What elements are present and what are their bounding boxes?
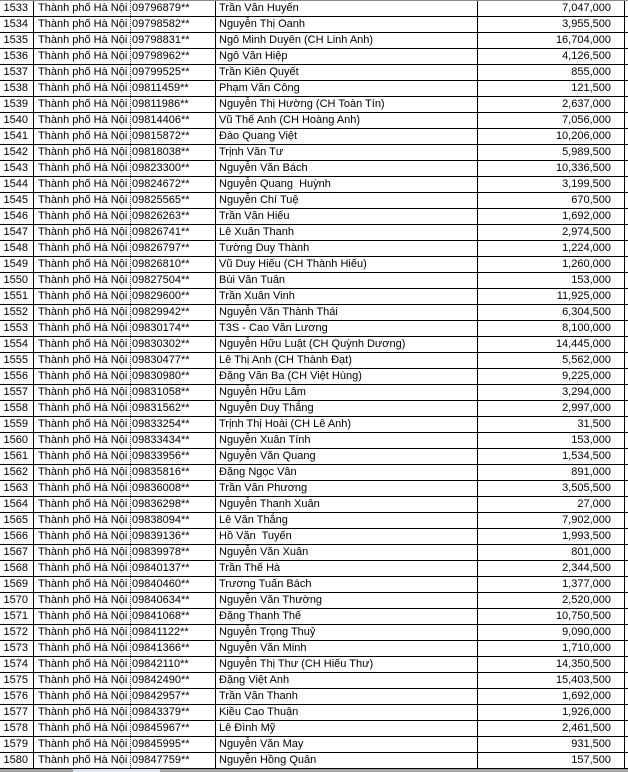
row-number-cell[interactable]: 1573: [0, 641, 34, 656]
table-row: [0, 193, 628, 209]
phone-cell[interactable]: 09831562**: [131, 401, 216, 416]
name-cell[interactable]: Trương Tuấn Bách: [216, 577, 478, 592]
table-row: [0, 369, 628, 385]
province-cell[interactable]: Thành phố Hà Nội: [34, 673, 131, 688]
phone-cell[interactable]: 09842110**: [131, 657, 216, 672]
table-row: [0, 113, 628, 129]
row-number-cell[interactable]: 1537: [0, 65, 34, 80]
phone-cell[interactable]: 09833434**: [131, 433, 216, 448]
row-number-cell[interactable]: 1557: [0, 385, 34, 400]
table-row: [0, 625, 628, 641]
amount-cell[interactable]: 10,750,500: [478, 609, 625, 624]
amount-cell[interactable]: 2,997,000: [478, 401, 625, 416]
phone-cell[interactable]: 09842490**: [131, 673, 216, 688]
amount-cell[interactable]: 157,500: [478, 753, 625, 768]
phone-cell[interactable]: 09840634**: [131, 593, 216, 608]
name-cell[interactable]: Nguyễn Hồng Quân: [216, 753, 478, 768]
phone-cell[interactable]: 09843379**: [131, 705, 216, 720]
amount-cell[interactable]: 2,520,000: [478, 593, 625, 608]
row-number-cell[interactable]: 1569: [0, 577, 34, 592]
name-cell[interactable]: T3S - Cao Văn Lương: [216, 321, 478, 336]
province-cell[interactable]: Thành phố Hà Nội: [34, 97, 131, 112]
row-number-cell[interactable]: 1561: [0, 449, 34, 464]
table-row: [0, 337, 628, 353]
amount-cell[interactable]: 7,047,000: [478, 1, 625, 16]
row-number-cell[interactable]: 1562: [0, 465, 34, 480]
name-cell[interactable]: Nguyễn Hữu Lâm: [216, 385, 478, 400]
row-number-cell[interactable]: 1574: [0, 657, 34, 672]
table-row: [0, 97, 628, 113]
province-cell[interactable]: Thành phố Hà Nội: [34, 577, 131, 592]
name-cell[interactable]: Nguyễn Trọng Thuỷ: [216, 625, 478, 640]
phone-cell[interactable]: 09835816**: [131, 465, 216, 480]
row-number-cell[interactable]: 1560: [0, 433, 34, 448]
table-row: [0, 305, 628, 321]
name-cell[interactable]: Đặng Văn Ba (CH Việt Hùng): [216, 369, 478, 384]
table-row: [0, 401, 628, 417]
amount-cell[interactable]: 1,692,000: [478, 689, 625, 704]
table-row: [0, 545, 628, 561]
phone-cell[interactable]: 09833956**: [131, 449, 216, 464]
name-cell[interactable]: Trần Văn Huyến: [216, 1, 478, 16]
amount-cell[interactable]: 121,500: [478, 81, 625, 96]
row-number-cell[interactable]: 1577: [0, 705, 34, 720]
row-number-cell[interactable]: 1541: [0, 129, 34, 144]
amount-cell[interactable]: 15,403,500: [478, 673, 625, 688]
province-cell[interactable]: Thành phố Hà Nội: [34, 177, 131, 192]
phone-cell[interactable]: 09842957**: [131, 689, 216, 704]
name-cell[interactable]: Phạm Văn Công: [216, 81, 478, 96]
table-row: [0, 593, 628, 609]
table-row: [0, 161, 628, 177]
table-row: [0, 497, 628, 513]
province-cell[interactable]: Thành phố Hà Nội: [34, 161, 131, 176]
row-number-cell[interactable]: 1575: [0, 673, 34, 688]
province-cell[interactable]: Thành phố Hà Nội: [34, 17, 131, 32]
table-row: [0, 641, 628, 657]
amount-cell[interactable]: 855,000: [478, 65, 625, 80]
phone-cell[interactable]: 09827504**: [131, 273, 216, 288]
amount-cell[interactable]: 6,304,500: [478, 305, 625, 320]
name-cell[interactable]: Ngô Minh Duyên (CH Linh Anh): [216, 33, 478, 48]
phone-cell[interactable]: 09824672**: [131, 177, 216, 192]
table-row: [0, 241, 628, 257]
amount-cell[interactable]: 3,955,500: [478, 17, 625, 32]
name-cell[interactable]: Đào Quang Việt: [216, 129, 478, 144]
name-cell[interactable]: Trần Xuân Vinh: [216, 289, 478, 304]
name-cell[interactable]: Bùi Văn Tuân: [216, 273, 478, 288]
row-number-cell[interactable]: 1547: [0, 225, 34, 240]
phone-cell[interactable]: 09845995**: [131, 737, 216, 752]
amount-cell[interactable]: 16,704,000: [478, 33, 625, 48]
name-cell[interactable]: Nguyễn Xuân Tính: [216, 433, 478, 448]
amount-cell[interactable]: 14,350,500: [478, 657, 625, 672]
table-row: [0, 129, 628, 145]
table-row: [0, 481, 628, 497]
province-cell[interactable]: Thành phố Hà Nội: [34, 113, 131, 128]
table-row: [0, 65, 628, 81]
phone-cell[interactable]: 09830980**: [131, 369, 216, 384]
province-cell[interactable]: Thành phố Hà Nội: [34, 561, 131, 576]
phone-cell[interactable]: 09838094**: [131, 513, 216, 528]
name-cell[interactable]: Nguyễn Thị Thư (CH Hiếu Thư): [216, 657, 478, 672]
row-number-cell[interactable]: 1563: [0, 481, 34, 496]
name-cell[interactable]: Lê Văn Thắng: [216, 513, 478, 528]
table-row: [0, 33, 628, 49]
amount-cell[interactable]: 10,206,000: [478, 129, 625, 144]
name-cell[interactable]: Nguyễn Văn Bách: [216, 161, 478, 176]
row-number-cell[interactable]: 1545: [0, 193, 34, 208]
amount-cell[interactable]: 3,199,500: [478, 177, 625, 192]
province-cell[interactable]: Thành phố Hà Nội: [34, 417, 131, 432]
amount-cell[interactable]: 2,461,500: [478, 721, 625, 736]
table-row: [0, 705, 628, 721]
table-row: [0, 577, 628, 593]
province-cell[interactable]: Thành phố Hà Nội: [34, 273, 131, 288]
province-cell[interactable]: Thành phố Hà Nội: [34, 1, 131, 16]
amount-cell[interactable]: 5,562,000: [478, 353, 625, 368]
table-row: [0, 529, 628, 545]
province-cell[interactable]: Thành phố Hà Nội: [34, 513, 131, 528]
phone-cell[interactable]: 09811986**: [131, 97, 216, 112]
name-cell[interactable]: Nguyễn Chí Tuệ: [216, 193, 478, 208]
phone-cell[interactable]: 09839136**: [131, 529, 216, 544]
table-row: [0, 257, 628, 273]
table-row: [0, 273, 628, 289]
row-number-cell[interactable]: 1566: [0, 529, 34, 544]
phone-cell[interactable]: 09830477**: [131, 353, 216, 368]
row-number-cell[interactable]: 1571: [0, 609, 34, 624]
name-cell[interactable]: Tường Duy Thành: [216, 241, 478, 256]
province-cell[interactable]: Thành phố Hà Nội: [34, 609, 131, 624]
amount-cell[interactable]: 2,637,000: [478, 97, 625, 112]
table-row: [0, 433, 628, 449]
table-row: [0, 753, 628, 769]
province-cell[interactable]: Thành phố Hà Nội: [34, 625, 131, 640]
amount-cell[interactable]: 4,126,500: [478, 49, 625, 64]
row-number-cell[interactable]: 1553: [0, 321, 34, 336]
row-number-cell[interactable]: 1535: [0, 33, 34, 48]
row-number-cell[interactable]: 1552: [0, 305, 34, 320]
row-number-cell[interactable]: 1567: [0, 545, 34, 560]
phone-cell[interactable]: 09836008**: [131, 481, 216, 496]
phone-cell[interactable]: 09826263**: [131, 209, 216, 224]
row-number-cell[interactable]: 1542: [0, 145, 34, 160]
row-number-cell[interactable]: 1540: [0, 113, 34, 128]
province-cell[interactable]: Thành phố Hà Nội: [34, 225, 131, 240]
phone-cell[interactable]: 09823300**: [131, 161, 216, 176]
row-number-cell[interactable]: 1543: [0, 161, 34, 176]
row-number-cell[interactable]: 1559: [0, 417, 34, 432]
amount-cell[interactable]: 1,260,000: [478, 257, 625, 272]
name-cell[interactable]: Đặng Ngọc Vân: [216, 465, 478, 480]
amount-cell[interactable]: 2,974,500: [478, 225, 625, 240]
amount-cell[interactable]: 670,500: [478, 193, 625, 208]
phone-cell[interactable]: 09815872**: [131, 129, 216, 144]
name-cell[interactable]: Trịnh Thị Hoài (CH Lê Anh): [216, 417, 478, 432]
name-cell[interactable]: Nguyễn Văn Minh: [216, 641, 478, 656]
row-number-cell[interactable]: 1576: [0, 689, 34, 704]
table-row: [0, 353, 628, 369]
phone-cell[interactable]: 09829600**: [131, 289, 216, 304]
table-row: [0, 689, 628, 705]
amount-cell[interactable]: 801,000: [478, 545, 625, 560]
phone-cell[interactable]: 09818038**: [131, 145, 216, 160]
amount-cell[interactable]: 1,534,500: [478, 449, 625, 464]
amount-cell[interactable]: 1,377,000: [478, 577, 625, 592]
row-number-cell[interactable]: 1568: [0, 561, 34, 576]
phone-cell[interactable]: 09840137**: [131, 561, 216, 576]
amount-cell[interactable]: 27,000: [478, 497, 625, 512]
amount-cell[interactable]: 931,500: [478, 737, 625, 752]
province-cell[interactable]: Thành phố Hà Nội: [34, 465, 131, 480]
name-cell[interactable]: Đặng Thanh Thế: [216, 609, 478, 624]
row-number-cell[interactable]: 1572: [0, 625, 34, 640]
row-number-cell[interactable]: 1565: [0, 513, 34, 528]
name-cell[interactable]: Trần Văn Hiếu: [216, 209, 478, 224]
row-number-cell[interactable]: 1558: [0, 401, 34, 416]
province-cell[interactable]: Thành phố Hà Nội: [34, 33, 131, 48]
province-cell[interactable]: Thành phố Hà Nội: [34, 289, 131, 304]
table-row: [0, 177, 628, 193]
province-cell[interactable]: Thành phố Hà Nội: [34, 369, 131, 384]
phone-cell[interactable]: 09830302**: [131, 337, 216, 352]
amount-cell[interactable]: 3,294,000: [478, 385, 625, 400]
province-cell[interactable]: Thành phố Hà Nội: [34, 209, 131, 224]
amount-cell[interactable]: 8,100,000: [478, 321, 625, 336]
phone-cell[interactable]: 09825565**: [131, 193, 216, 208]
name-cell[interactable]: Nguyễn Hữu Luật (CH Quỳnh Dương): [216, 337, 478, 352]
phone-cell[interactable]: 09841122**: [131, 625, 216, 640]
name-cell[interactable]: Trần Văn Thanh: [216, 689, 478, 704]
phone-cell[interactable]: 09841366**: [131, 641, 216, 656]
name-cell[interactable]: Ngô Văn Hiệp: [216, 49, 478, 64]
name-cell[interactable]: Nguyễn Thanh Xuân: [216, 497, 478, 512]
amount-cell[interactable]: 11,925,000: [478, 289, 625, 304]
table-row: [0, 1, 628, 17]
amount-cell[interactable]: 1,710,000: [478, 641, 625, 656]
name-cell[interactable]: Hồ Văn Tuyến: [216, 529, 478, 544]
amount-cell[interactable]: 1,993,500: [478, 529, 625, 544]
province-cell[interactable]: Thành phố Hà Nội: [34, 305, 131, 320]
row-number-cell[interactable]: 1536: [0, 49, 34, 64]
table-row: [0, 321, 628, 337]
phone-cell[interactable]: 09799525**: [131, 65, 216, 80]
amount-cell[interactable]: 891,000: [478, 465, 625, 480]
province-cell[interactable]: Thành phố Hà Nội: [34, 49, 131, 64]
row-number-cell[interactable]: 1564: [0, 497, 34, 512]
name-cell[interactable]: Trần Thế Hà: [216, 561, 478, 576]
phone-cell[interactable]: 09826810**: [131, 257, 216, 272]
name-cell[interactable]: Nguyễn Thị Oanh: [216, 17, 478, 32]
province-cell[interactable]: Thành phố Hà Nội: [34, 321, 131, 336]
name-cell[interactable]: Vũ Thế Anh (CH Hoàng Anh): [216, 113, 478, 128]
province-cell[interactable]: Thành phố Hà Nội: [34, 433, 131, 448]
amount-cell[interactable]: 7,056,000: [478, 113, 625, 128]
phone-cell[interactable]: 09826797**: [131, 241, 216, 256]
row-number-cell[interactable]: 1551: [0, 289, 34, 304]
province-cell[interactable]: Thành phố Hà Nội: [34, 81, 131, 96]
table-row: [0, 465, 628, 481]
name-cell[interactable]: Nguyễn Văn Thường: [216, 593, 478, 608]
province-cell[interactable]: Thành phố Hà Nội: [34, 241, 131, 256]
province-cell[interactable]: Thành phố Hà Nội: [34, 401, 131, 416]
province-cell[interactable]: Thành phố Hà Nội: [34, 449, 131, 464]
table-row: [0, 225, 628, 241]
name-cell[interactable]: Vũ Duy Hiếu (CH Thành Hiếu): [216, 257, 478, 272]
phone-cell[interactable]: 09847759**: [131, 753, 216, 768]
row-number-cell[interactable]: 1580: [0, 753, 34, 768]
phone-cell[interactable]: 09839978**: [131, 545, 216, 560]
province-cell[interactable]: Thành phố Hà Nội: [34, 641, 131, 656]
row-number-cell[interactable]: 1549: [0, 257, 34, 272]
row-number-cell[interactable]: 1538: [0, 81, 34, 96]
phone-cell[interactable]: 09811459**: [131, 81, 216, 96]
amount-cell[interactable]: 3,505,500: [478, 481, 625, 496]
amount-cell[interactable]: 10,336,500: [478, 161, 625, 176]
province-cell[interactable]: Thành phố Hà Nội: [34, 545, 131, 560]
table-row: [0, 417, 628, 433]
amount-cell[interactable]: 5,989,500: [478, 145, 625, 160]
province-cell[interactable]: Thành phố Hà Nội: [34, 657, 131, 672]
province-cell[interactable]: Thành phố Hà Nội: [34, 737, 131, 752]
province-cell[interactable]: Thành phố Hà Nội: [34, 129, 131, 144]
province-cell[interactable]: Thành phố Hà Nội: [34, 689, 131, 704]
table-row: [0, 513, 628, 529]
phone-cell[interactable]: 09841068**: [131, 609, 216, 624]
table-row: [0, 561, 628, 577]
row-number-cell[interactable]: 1546: [0, 209, 34, 224]
phone-cell[interactable]: 09796879**: [131, 1, 216, 16]
amount-cell[interactable]: 1,692,000: [478, 209, 625, 224]
amount-cell[interactable]: 7,902,000: [478, 513, 625, 528]
name-cell[interactable]: Đặng Việt Anh: [216, 673, 478, 688]
amount-cell[interactable]: 31,500: [478, 417, 625, 432]
row-number-cell[interactable]: 1544: [0, 177, 34, 192]
name-cell[interactable]: Lê Xuân Thanh: [216, 225, 478, 240]
amount-cell[interactable]: 2,344,500: [478, 561, 625, 576]
table-row: [0, 449, 628, 465]
name-cell[interactable]: Nguyễn Quang Huỳnh: [216, 177, 478, 192]
table-row: [0, 721, 628, 737]
phone-cell[interactable]: 09798962**: [131, 49, 216, 64]
table-row: [0, 737, 628, 753]
name-cell[interactable]: Trịnh Văn Tư: [216, 145, 478, 160]
table-row: [0, 673, 628, 689]
table-row: [0, 609, 628, 625]
province-cell[interactable]: Thành phố Hà Nội: [34, 145, 131, 160]
row-number-cell[interactable]: 1548: [0, 241, 34, 256]
province-cell[interactable]: Thành phố Hà Nội: [34, 337, 131, 352]
province-cell[interactable]: Thành phố Hà Nội: [34, 497, 131, 512]
table-row: [0, 49, 628, 65]
name-cell[interactable]: Trần Văn Phương: [216, 481, 478, 496]
amount-cell[interactable]: 14,445,000: [478, 337, 625, 352]
phone-cell[interactable]: 09836298**: [131, 497, 216, 512]
table-row: [0, 145, 628, 161]
name-cell[interactable]: Nguyễn Văn May: [216, 737, 478, 752]
phone-cell[interactable]: 09845967**: [131, 721, 216, 736]
province-cell[interactable]: Thành phố Hà Nội: [34, 705, 131, 720]
province-cell[interactable]: Thành phố Hà Nội: [34, 257, 131, 272]
table-row: [0, 17, 628, 33]
row-number-cell[interactable]: 1578: [0, 721, 34, 736]
table-row: [0, 657, 628, 673]
row-number-cell[interactable]: 1570: [0, 593, 34, 608]
amount-cell[interactable]: 1,224,000: [478, 241, 625, 256]
phone-cell[interactable]: 09798582**: [131, 17, 216, 32]
phone-cell[interactable]: 09814406**: [131, 113, 216, 128]
table-row: [0, 81, 628, 97]
province-cell[interactable]: Thành phố Hà Nội: [34, 353, 131, 368]
name-cell[interactable]: Lê Thị Anh (CH Thành Đạt): [216, 353, 478, 368]
province-cell[interactable]: Thành phố Hà Nội: [34, 65, 131, 80]
row-number-cell[interactable]: 1550: [0, 273, 34, 288]
amount-cell[interactable]: 9,225,000: [478, 369, 625, 384]
phone-cell[interactable]: 09831058**: [131, 385, 216, 400]
row-number-cell[interactable]: 1533: [0, 1, 34, 16]
name-cell[interactable]: Nguyễn Văn Xuân: [216, 545, 478, 560]
name-cell[interactable]: Trần Kiên Quyết: [216, 65, 478, 80]
province-cell[interactable]: Thành phố Hà Nội: [34, 721, 131, 736]
phone-cell[interactable]: 09829942**: [131, 305, 216, 320]
province-cell[interactable]: Thành phố Hà Nội: [34, 385, 131, 400]
phone-cell[interactable]: 09830174**: [131, 321, 216, 336]
row-number-cell[interactable]: 1556: [0, 369, 34, 384]
row-number-cell[interactable]: 1554: [0, 337, 34, 352]
row-number-cell[interactable]: 1555: [0, 353, 34, 368]
phone-cell[interactable]: 09826741**: [131, 225, 216, 240]
amount-cell[interactable]: 153,000: [478, 433, 625, 448]
row-number-cell[interactable]: 1539: [0, 97, 34, 112]
province-cell[interactable]: Thành phố Hà Nội: [34, 753, 131, 768]
province-cell[interactable]: Thành phố Hà Nội: [34, 193, 131, 208]
amount-cell[interactable]: 153,000: [478, 273, 625, 288]
name-cell[interactable]: Nguyễn Thị Hường (CH Toàn Tín): [216, 97, 478, 112]
amount-cell[interactable]: 1,926,000: [478, 705, 625, 720]
name-cell[interactable]: Nguyễn Duy Thắng: [216, 401, 478, 416]
table-row: [0, 209, 628, 225]
name-cell[interactable]: Nguyễn Văn Quang: [216, 449, 478, 464]
province-cell[interactable]: Thành phố Hà Nội: [34, 593, 131, 608]
province-cell[interactable]: Thành phố Hà Nội: [34, 529, 131, 544]
table-row: [0, 289, 628, 305]
table-row: [0, 385, 628, 401]
name-cell[interactable]: Lê Đình Mỹ: [216, 721, 478, 736]
name-cell[interactable]: Kiều Cao Thuận: [216, 705, 478, 720]
province-cell[interactable]: Thành phố Hà Nội: [34, 481, 131, 496]
row-number-cell[interactable]: 1534: [0, 17, 34, 32]
amount-cell[interactable]: 9,090,000: [478, 625, 625, 640]
phone-cell[interactable]: 09840460**: [131, 577, 216, 592]
phone-cell[interactable]: 09833254**: [131, 417, 216, 432]
name-cell[interactable]: Nguyễn Văn Thành Thái: [216, 305, 478, 320]
phone-cell[interactable]: 09798831**: [131, 33, 216, 48]
row-number-cell[interactable]: 1579: [0, 737, 34, 752]
